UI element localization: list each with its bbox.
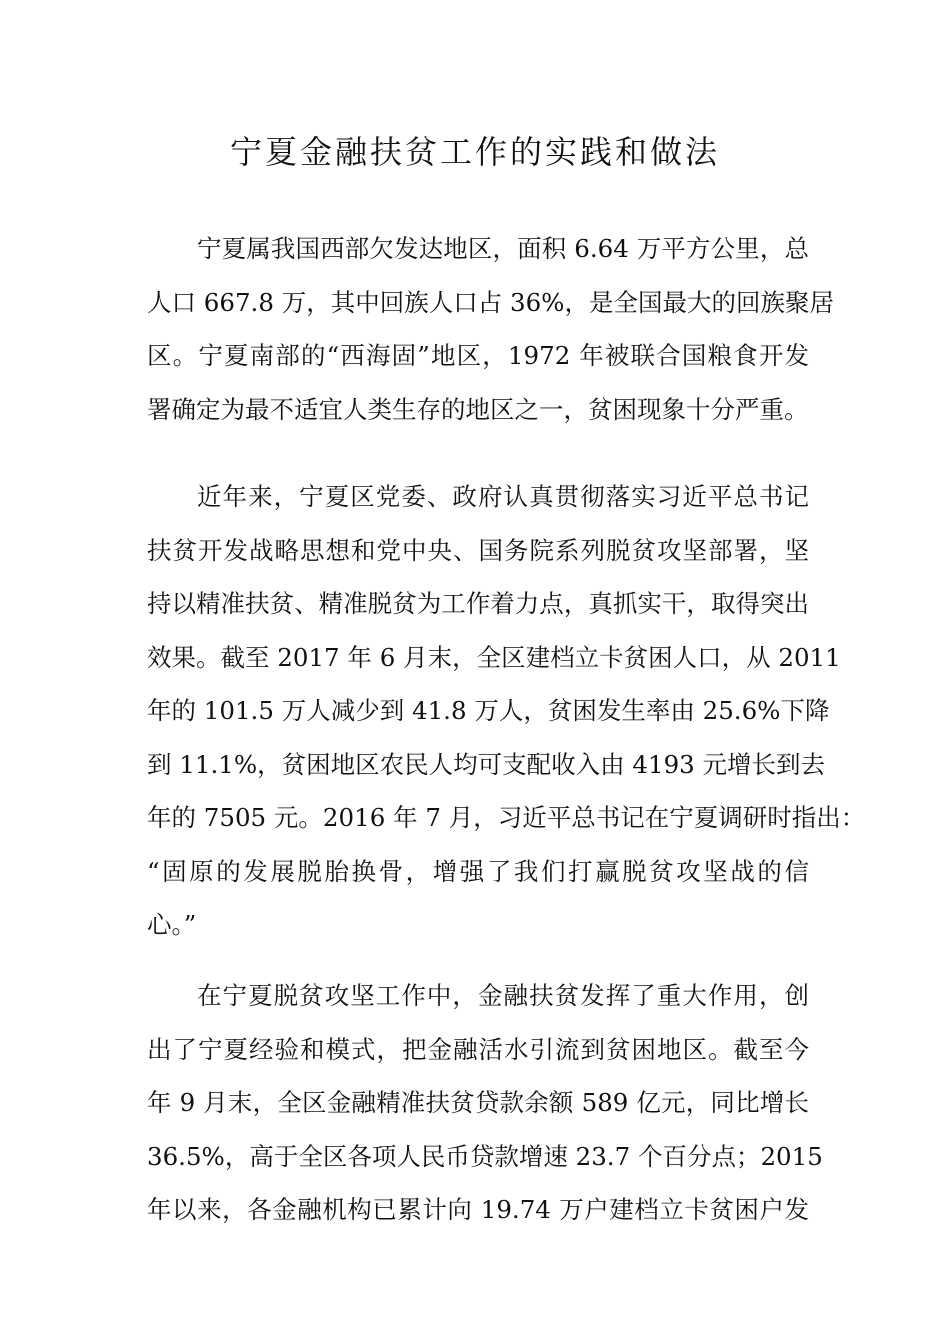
text-line: 年的 101.5 万人减少到 41.8 万人，贫困发生率由 25.6%下降 xyxy=(147,696,830,725)
text-line: 年 9 月末，全区金融精准扶贫贷款余额 589 亿元，同比增长 xyxy=(147,1088,809,1117)
text-line: 区。宁夏南部的“西海固”地区，1972 年被联合国粮食开发 xyxy=(147,341,809,370)
text-line: 36.5%，高于全区各项人民币贷款增速 23.7 个百分点；2015 xyxy=(147,1141,823,1171)
text-line: 人口 667.8 万，其中回族人口占 36%，是全国最大的回族聚居 xyxy=(147,287,834,317)
text-line: 出了宁夏经验和模式，把金融活水引流到贫困地区。截至今 xyxy=(147,1034,809,1064)
text-line: 在宁夏脱贫攻坚工作中，金融扶贫发挥了重大作用，创 xyxy=(197,981,809,1010)
text-line: 署确定为最不适宜人类生存的地区之一，贫困现象十分严重。 xyxy=(147,394,809,424)
text-line: 心。” xyxy=(147,910,197,939)
text-line: 宁夏属我国西部欠发达地区，面积 6.64 万平方公里，总 xyxy=(197,234,809,263)
text-line: 近年来，宁夏区党委、政府认真贯彻落实习近平总书记 xyxy=(197,482,809,511)
text-line: 年的 7505 元。2016 年 7 月，习近平总书记在宁夏调研时指出： xyxy=(147,803,866,832)
text-line: 年以来，各金融机构已累计向 19.74 万户建档立卡贫困户发 xyxy=(147,1195,809,1224)
text-line: 效果。截至 2017 年 6 月末，全区建档立卡贫困人口，从 2011 xyxy=(147,642,841,672)
paragraph-3 xyxy=(147,969,823,1237)
paragraph-1 xyxy=(147,222,834,436)
text-line: “固原的发展脱胎换骨，增强了我们打赢脱贫攻坚战的信 xyxy=(147,856,809,886)
document-title: 宁夏金融扶贫工作的实践和做法 xyxy=(229,133,720,171)
text-line: 扶贫开发战略思想和党中央、国务院系列脱贫攻坚部署，坚 xyxy=(147,535,809,565)
paragraph-2 xyxy=(147,470,866,952)
text-line: 到 11.1%，贫困地区农民人均可支配收入由 4193 元增长到去 xyxy=(147,749,826,779)
text-line: 持以精准扶贫、精准脱贫为工作着力点，真抓实干，取得突出 xyxy=(147,589,809,618)
